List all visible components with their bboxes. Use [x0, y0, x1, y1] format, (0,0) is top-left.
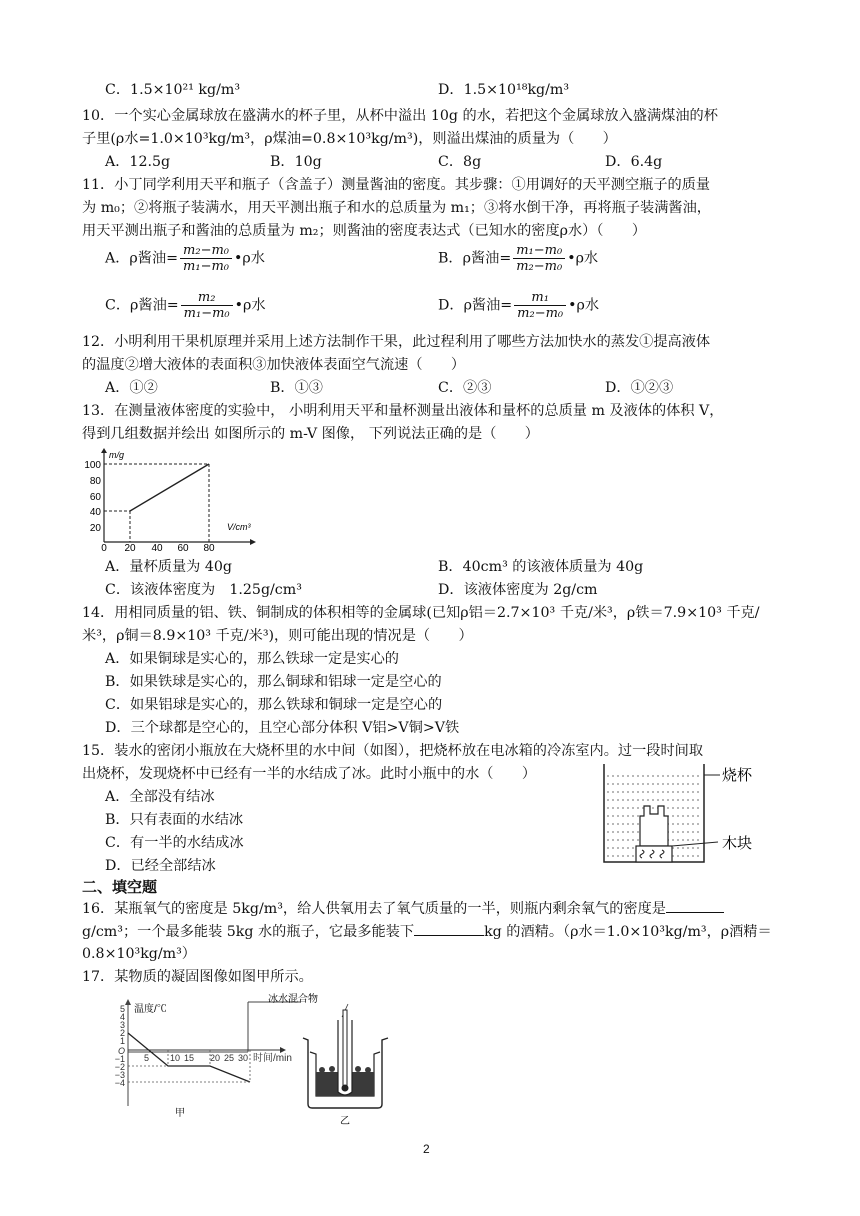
x-tick: 15 — [184, 1053, 195, 1063]
q10-stem-line1: 10．一个实心金属球放在盛满水的杯子里，从杯中溢出 10g 的水，若把这个金属球放入盛满煤油的杯 — [82, 108, 718, 124]
q16-stem-line2: g/cm³；一个最多能装 5kg 水的瓶子，它最多能装下 kg 的酒精。（ρ水＝1.0×10³kg/m³，ρ酒精＝ — [82, 921, 772, 942]
origin-label: O — [117, 1046, 125, 1056]
caption-jia: 甲 — [175, 1108, 185, 1119]
y-tick: −1 — [114, 1054, 125, 1064]
q10-stem-line2: 子里(ρ水=1.0×10³kg/m³，ρ煤油=0.8×10³kg/m³)，则溢出煤油的质量为（ ） — [82, 131, 617, 147]
q10-option-c: C．8g — [438, 154, 482, 170]
q15-beaker-figure — [600, 762, 780, 866]
label-wood-block: 木块 — [722, 835, 753, 852]
y-tick: 100 — [84, 460, 101, 471]
y-tick: 3 — [119, 1020, 125, 1030]
y-tick: 20 — [89, 523, 101, 534]
page-number: 2 — [423, 1142, 430, 1156]
x-tick: 0 — [101, 543, 107, 554]
x-axis-label: 时间/min — [253, 1053, 292, 1064]
q11-option-d: D．ρ酱油= $\frac{\text{m₁}}{\text{m₂−m₀}}$ •ρ水 — [438, 290, 600, 321]
q9-option-c: C．1.5×10²¹ kg/m³ — [105, 82, 241, 98]
q10-option-a: A．12.5g — [105, 154, 171, 170]
q12-option-b: B．①③ — [270, 380, 323, 396]
x-tick: 20 — [124, 543, 136, 554]
q11-option-a: A．ρ酱油= $\frac{\text{m₂−m₀}}{\text{m₁−m₀}}$ •ρ水 — [105, 243, 265, 274]
section-title-fill-in: 二、填空题 — [82, 878, 158, 896]
q14-option-b: B．如果铁球是实心的，那么铜球和铝球一定是空心的 — [105, 674, 442, 690]
y-tick: −4 — [114, 1078, 125, 1088]
q11-stem-line1: 11．小丁同学利用天平和瓶子（含盖子）测量酱油的密度。其步骤：①用调好的天平测空瓶子的质量 — [82, 177, 711, 193]
q9-option-d: D．1.5×10¹⁸kg/m³ — [438, 82, 570, 98]
q14-option-d: D．三个球都是空心的，且空心部分体积 V铝>V铜>V铁 — [105, 720, 460, 736]
y-tick: 2 — [119, 1028, 125, 1038]
y-tick: 4 — [119, 1012, 125, 1022]
y-axis-label: m/g — [109, 450, 125, 460]
y-tick: 5 — [119, 1004, 125, 1014]
q13-stem-line1: 13．在测量液体密度的实验中， 小明利用天平和量杯测量出液体和量杯的总质量 m 及液体的体积 V， — [82, 403, 724, 419]
y-tick: 60 — [89, 492, 101, 503]
q14-option-c: C．如果铝球是实心的，那么铁球和铜球一定是空心的 — [105, 697, 443, 713]
q15-option-a: A．全部没有结冰 — [105, 789, 215, 805]
y-tick: 1 — [119, 1036, 125, 1046]
small-bottle — [640, 806, 668, 846]
q13-option-b: B．40cm³ 的该液体质量为 40g — [438, 559, 644, 575]
q13-option-c: C．该液体密度为 1.25g/cm³ — [105, 582, 302, 598]
q16-answer-blank-1[interactable] — [666, 898, 724, 913]
q15-option-c: C．有一半的水结成冰 — [105, 835, 244, 851]
q13-option-d: D．该液体密度为 2g/cm — [438, 582, 598, 598]
x-tick: 40 — [151, 543, 163, 554]
q14-option-a: A．如果铜球是实心的，那么铁球一定是实心的 — [105, 651, 399, 667]
y-axis-label: 温度/℃ — [134, 1004, 167, 1015]
q14-stem-line1: 14．用相同质量的铝、铁、铜制成的体积相等的金属球(已知ρ铝＝2.7×10³ 千克/米³，ρ铁＝7.9×10³ 千克/ — [82, 605, 760, 621]
q17-stem-line1: 17．某物质的凝固图像如图甲所示。 — [82, 969, 313, 985]
y-tick: 40 — [89, 507, 101, 518]
q16-stem-line1: 16．某瓶氧气的密度是 5kg/m³，给人供氧用去了氧气质量的一半，则瓶内剩余氧气的密度是 — [82, 898, 724, 919]
q15-option-d: D．已经全部结冰 — [105, 858, 216, 874]
q13-mv-graph — [84, 448, 264, 552]
x-tick: 30 — [238, 1053, 249, 1063]
q10-option-b: B．10g — [270, 154, 322, 170]
q16-answer-blank-2[interactable] — [414, 921, 484, 936]
q15-stem-line1: 15．装水的密闭小瓶放在大烧杯里的水中间（如图），把烧杯放在电冰箱的冷冻室内。过一段时间取 — [82, 743, 704, 759]
q13-stem-line2: 得到几组数据并绘出 如图所示的 m-V 图像， 下列说法正确的是（ ） — [82, 426, 539, 442]
label-ice-water-mixture: 冰水混合物 — [268, 994, 318, 1005]
x-tick: 60 — [177, 543, 189, 554]
x-tick: 5 — [144, 1053, 150, 1063]
q12-option-d: D．①②③ — [605, 380, 674, 396]
q12-stem-line2: 的温度②增大液体的表面积③加快液体表面空气流速（ ） — [82, 357, 466, 373]
mv-line — [130, 464, 209, 511]
q11-option-c: C．ρ酱油= $\frac{\text{m₂}}{\text{m₁−m₀}}$ •ρ水 — [105, 290, 266, 321]
y-tick: −2 — [114, 1062, 125, 1072]
caption-yi: 乙 — [340, 1116, 350, 1127]
q12-stem-line1: 12．小明利用干果机原理并采用上述方法制作干果，此过程利用了哪些方法加快水的蒸发①提高液体 — [82, 334, 711, 350]
q14-stem-line2: 米³，ρ铜＝8.9×10³ 千克/米³)，则可能出现的情况是（ ） — [82, 628, 473, 644]
x-tick: 25 — [224, 1053, 235, 1063]
q12-option-a: A．①② — [105, 380, 158, 396]
q13-option-a: A．量杯质量为 40g — [105, 559, 233, 575]
q11-stem-line2: 为 m₀；②将瓶子装满水，用天平测出瓶子和水的总质量为 m₁；③将水倒干净，再将瓶子装满酱油， — [82, 200, 711, 216]
q11-stem-line3: 用天平测出瓶子和酱油的总质量为 m₂；则酱油的密度表达式（已知水的密度ρ水）（ ） — [82, 223, 647, 239]
thermometer — [343, 1010, 347, 1090]
y-tick: −3 — [114, 1070, 125, 1080]
q16-stem-line3: 0.8×10³kg/m³） — [82, 946, 196, 962]
q15-option-b: B．只有表面的水结冰 — [105, 812, 244, 828]
x-tick: 80 — [203, 543, 215, 554]
q17-fig-a-cooling-graph — [100, 996, 310, 1126]
q12-option-c: C．②③ — [438, 380, 492, 396]
x-tick: 20 — [210, 1053, 221, 1063]
x-tick: 10 — [170, 1053, 181, 1063]
label-beaker: 烧杯 — [722, 767, 753, 784]
q10-option-d: D．6.4g — [605, 154, 663, 170]
q15-stem-line2: 出烧杯，发现烧杯中已经有一半的水结成了冰。此时小瓶中的水（ ） — [82, 766, 537, 782]
q11-option-b: B．ρ酱油= $\frac{\text{m₁−m₀}}{\text{m₂−m₀}}$ •ρ水 — [438, 243, 599, 274]
x-axis-label: V/cm³ — [227, 522, 251, 532]
y-tick: 80 — [89, 476, 101, 487]
